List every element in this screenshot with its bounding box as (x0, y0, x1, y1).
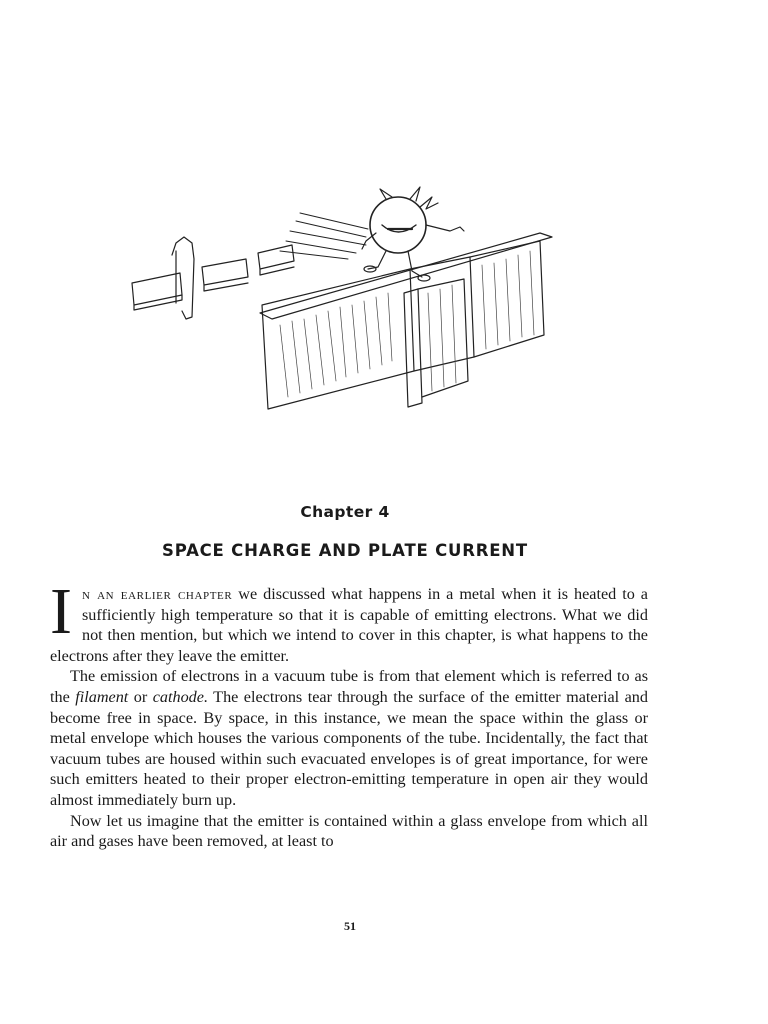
paragraph-3 (50, 811, 648, 852)
paragraph-2-text-a: The emission of electrons in a vacuum tube is from that element which is referred to as the (50, 667, 648, 706)
paragraph-1 (50, 575, 648, 666)
term-filament: filament (75, 687, 129, 706)
paragraph-2-text-c: The electrons tear through the surface of the emitter material and become free in space. By space, in this instance, we mean the space within the glass or metal envelope which houses the various components of the tube. Incidentally, the fact that vacuum tubes are housed within such evacuated envelopes is of great importance, for were such emitters heated to their proper electron-emitting temperature in open air they would almost immediately burn up. (50, 687, 648, 809)
term-cathode: cathode. (152, 687, 209, 706)
paragraph-1-text: we discussed what happens in a metal when it is heated to a sufficiently high temperature so that it is capable of emitting electrons. What we did not then mention, but which we intend to cover in this chapter, is what happens to the electrons after they leave the emitter. (50, 585, 648, 665)
paragraph-2-text-b: or (128, 687, 153, 706)
drop-cap: I (50, 575, 72, 648)
page-number: 51 (344, 919, 356, 933)
opening-small-caps: n an earlier chapter (81, 585, 233, 603)
chapter-title: SPACE CHARGE AND PLATE CURRENT (162, 541, 528, 560)
chapter-label: Chapter 4 (300, 503, 390, 521)
electron-wall-illustration (120, 185, 580, 415)
paragraph-3-text: Now let us imagine that the emitter is contained within a glass envelope from which all air and gases have been removed, at least to (50, 811, 648, 851)
paragraph-2 (50, 666, 648, 810)
body-text (50, 575, 648, 852)
